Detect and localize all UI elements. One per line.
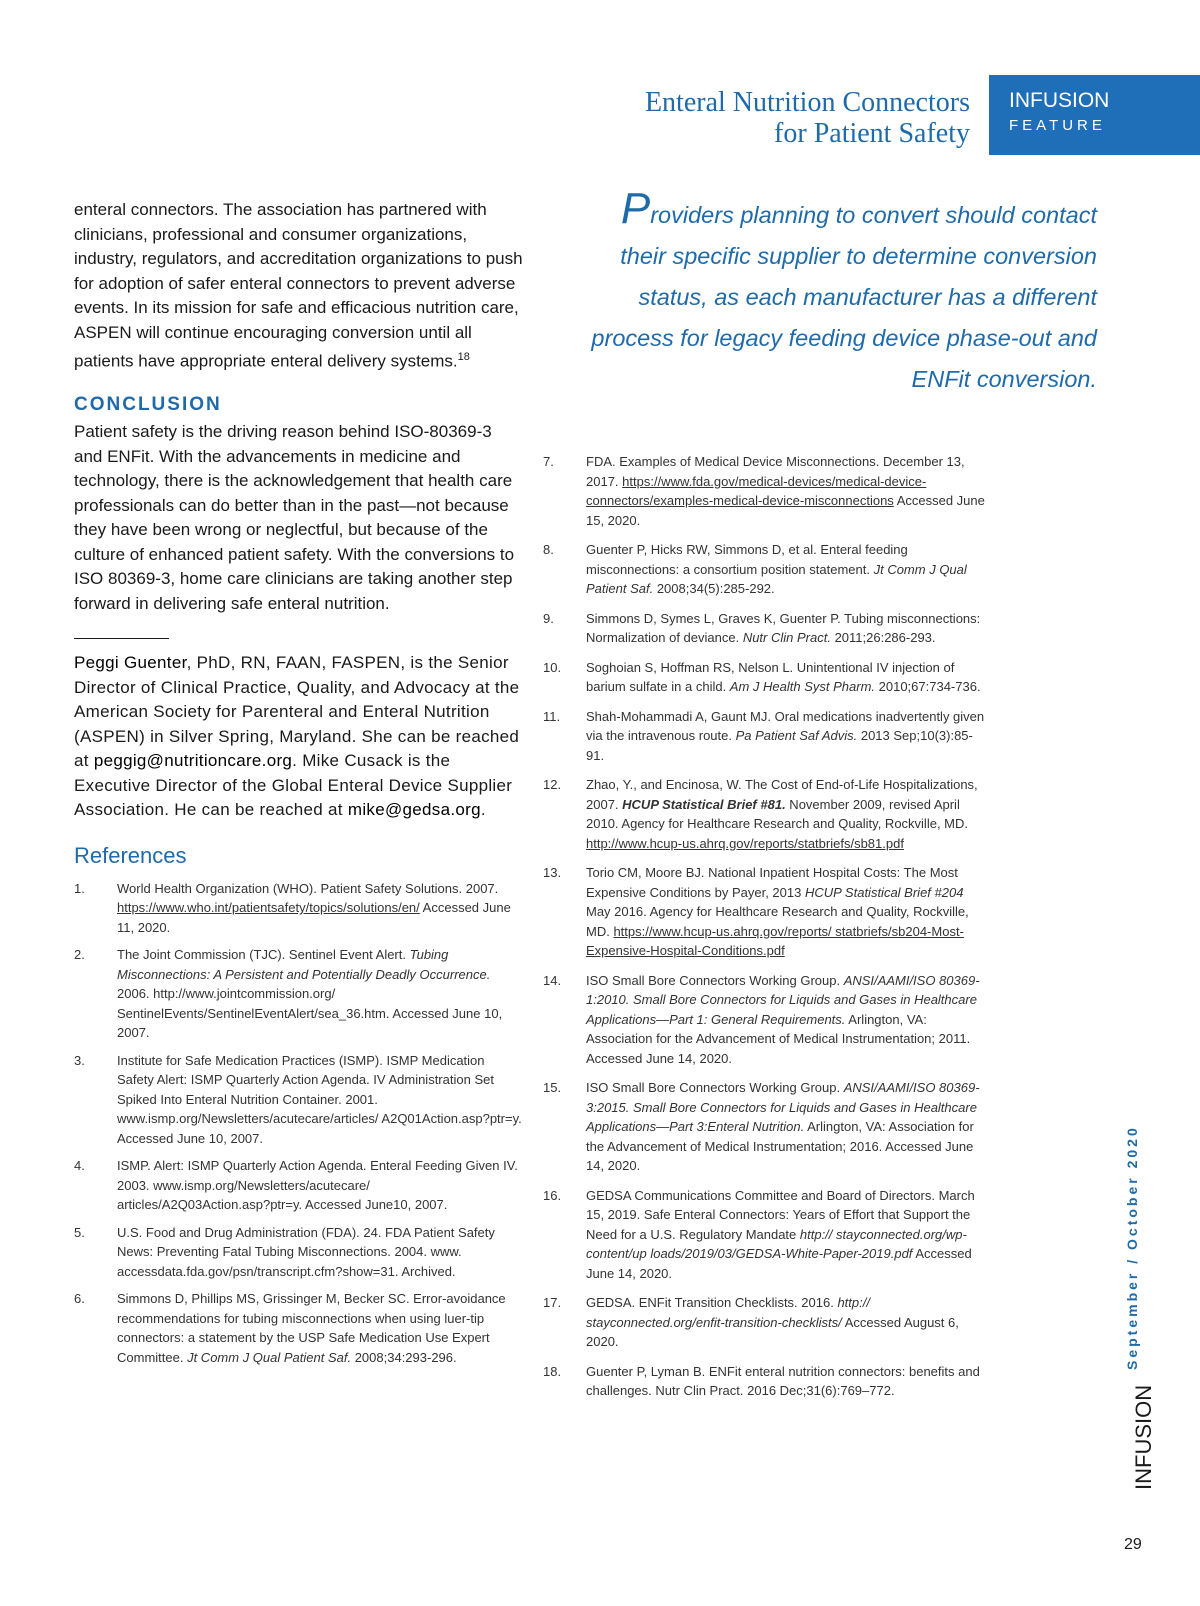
ref-text: 2006. http://www.jointcommission.org/ SentinelEvents/SentinelEventAlert/sea_36.htm. Accessed June 10, 2007. bbox=[117, 986, 503, 1041]
author-bio-text1: , PhD, RN, FAAN, FASPEN, is the Senior Director of Clinical Practice, Quality, and Advocacy at the American Society for Parenteral and Enteral Nutrition (ASPEN) in Silver Spring, Maryland. She can be reached at bbox=[74, 653, 520, 771]
references-heading: References bbox=[74, 842, 187, 868]
ref-italic: Am J Health Syst Pharm. bbox=[729, 679, 876, 694]
reference-item-1 bbox=[74, 879, 524, 938]
reference-item-3 bbox=[74, 1051, 524, 1149]
reference-item-11 bbox=[543, 707, 988, 766]
ref-text: Simmons D, Symes L, Graves K, Guenter P. Tubing misconnections: Normalization of deviance. bbox=[586, 610, 981, 645]
author-email-1[interactable]: peggig@nutritioncare.org bbox=[93, 751, 293, 771]
reference-item-16 bbox=[543, 1186, 988, 1284]
ref-text: Institute for Safe Medication Practices (ISMP). ISMP Medication Safety Alert: ISMP Quarterly Action Agenda. IV Administration Set Spiked Into Enteral Nutrition Container. 2001. www.ismp.org/Newsletters/acutecare/articles/ A2Q01Action.asp?ptr=y. Accessed June 10, 2007. bbox=[117, 1052, 522, 1146]
reference-item-9 bbox=[543, 609, 988, 648]
ref-number: 6. bbox=[74, 1291, 85, 1307]
ref-italic: Jt Comm J Qual Patient Saf. bbox=[586, 561, 967, 596]
author-bio bbox=[74, 651, 524, 823]
drop-cap: P bbox=[620, 184, 651, 233]
reference-item-15 bbox=[543, 1078, 988, 1176]
ref-link[interactable]: https://www.fda.gov/medical-devices/medical-device-connectors/examples-medical-device-misconnections bbox=[586, 473, 927, 508]
ref-text: Torio CM, Moore BJ. National Inpatient Hospital Costs: The Most Expensive Conditions by Payer, 2013 bbox=[586, 865, 958, 900]
brand-logo: INFUSION bbox=[1009, 89, 1110, 112]
ref-text: U.S. Food and Drug Administration (FDA). 24. FDA Patient Safety News: Preventing Fatal Tubing Misconnections. 2004. www. accessdata.fda.gov/psn/transcript.cfm?show=31. Archived. bbox=[117, 1224, 495, 1279]
brand-badge bbox=[989, 75, 1200, 155]
ref-text: 2008;34(5):285-292. bbox=[653, 581, 775, 596]
ref-number: 1. bbox=[74, 880, 85, 896]
ref-italic: Tubing Misconnections: A Persistent and Potentially Deadly Occurrence. bbox=[117, 947, 491, 982]
reference-item-12 bbox=[543, 775, 988, 853]
pull-quote-text: roviders planning to convert should contact their specific supplier to determine conversion status, as each manufacturer has a different process for legacy feeding device phase-out and ENFit conversion. bbox=[591, 202, 1097, 392]
ref-italic: ANSI/AAMI/ISO 80369-3:2015. Small Bore Connectors for Liquids and Gases in Healthcare Applications—Part 3:Enteral Nutrition. bbox=[586, 1080, 980, 1134]
ref-italic: HCUP Statistical Brief #204 bbox=[804, 884, 964, 900]
ref-text: 2011;26:286-293. bbox=[830, 630, 936, 645]
reference-item-8 bbox=[543, 540, 988, 599]
article-title bbox=[490, 87, 970, 149]
ref-text: 2010;67:734-736. bbox=[875, 679, 981, 694]
ref-number: 2. bbox=[74, 947, 85, 963]
ref-italic: Nutr Clin Pract. bbox=[742, 630, 831, 645]
side-brand-logo: INFUSION bbox=[1131, 1384, 1156, 1490]
ref-text: 2013 Sep;10(3):85-91. bbox=[586, 728, 973, 763]
ref-text: 2008;34:293-296. bbox=[351, 1349, 457, 1365]
reference-item-2 bbox=[74, 945, 524, 1043]
ref-text: May 2016. Agency for Healthcare Research and Quality, Rockville, MD. bbox=[586, 904, 969, 939]
conclusion-heading: CONCLUSION bbox=[74, 394, 222, 416]
article-title-line2: for Patient Safety bbox=[774, 118, 970, 149]
ref-text: Guenter P, Hicks RW, Simmons D, et al. Enteral feeding misconnections: a consortium position statement. bbox=[586, 542, 908, 577]
author-name: Peggi Guenter bbox=[74, 653, 187, 673]
ref-italic: http:// stayconnected.org/wp-content/up loads/2019/03/GEDSA-White-Paper-2019.pdf bbox=[586, 1226, 967, 1261]
ref-text: Simmons D, Phillips MS, Grissinger M, Becker SC. Error-avoidance recommendations for tubing misconnections when using luer-tip connectors: a statement by the USP Safe Medication Use Expert Committee. bbox=[117, 1291, 506, 1365]
ref-text: ISO Small Bore Connectors Working Group. bbox=[586, 972, 844, 988]
ref-text: November 2009, revised April 2010. Agency for Healthcare Research and Quality, Rockville, MD. bbox=[586, 796, 968, 831]
reference-item-7 bbox=[543, 452, 988, 530]
ref-link[interactable]: https://www.who.int/patientsafety/topics/solutions/en/ bbox=[117, 900, 420, 916]
reference-item-18 bbox=[543, 1362, 988, 1401]
ref-bold-italic: HCUP Statistical Brief #81. bbox=[622, 796, 786, 812]
ref-number: 9. bbox=[543, 610, 554, 626]
reference-item-10 bbox=[543, 658, 988, 697]
ref-number: 4. bbox=[74, 1158, 85, 1174]
reference-item-4 bbox=[74, 1156, 524, 1215]
article-title-line1: Enteral Nutrition Connectors bbox=[644, 87, 970, 118]
ref-italic: Pa Patient Saf Advis. bbox=[735, 728, 858, 743]
divider-rule bbox=[74, 638, 169, 639]
ref-number: 10. bbox=[543, 659, 562, 675]
ref-link[interactable]: https://www.hcup-us.ahrq.gov/reports/ statbriefs/sb204-Most-Expensive-Hospital-Conditions.pdf bbox=[586, 923, 964, 958]
conclusion-paragraph: Patient safety is the driving reason behind ISO-80369-3 and ENFit. With the advancements in medicine and technology, there is the acknowledgement that health care professionals can do better than in the past—not because they have been wrong or neglectful, but because of the culture of enhanced patient safety. With the conversions to ISO 80369-3, home care clinicians are taking another step forward in delivering safe enteral nutrition. bbox=[74, 422, 515, 613]
issue-date: September / October 2020 bbox=[1124, 1125, 1140, 1370]
ref-italic: http:// stayconnected.org/enfit-transition-checklists/ bbox=[586, 1295, 870, 1330]
ref-text: Arlington, VA: Association for the Advancement of Medical Instrumentation; 2016. Accessed June 14, 2020. bbox=[586, 1119, 974, 1173]
ref-text: GEDSA Communications Committee and Board of Directors. March 15, 2019. Safe Enteral Connectors: Years of Effort that Support the Need for a U.S. Regulatory Mandate bbox=[586, 1187, 975, 1242]
author-email-2[interactable]: mike@gedsa.org bbox=[347, 800, 481, 820]
ref-number: 13. bbox=[543, 865, 562, 880]
ref-text: The Joint Commission (TJC). Sentinel Event Alert. bbox=[117, 947, 410, 963]
ref-number: 16. bbox=[543, 1187, 562, 1203]
ref-text: Accessed June 15, 2020. bbox=[586, 493, 985, 528]
ref-text: ISO Small Bore Connectors Working Group. bbox=[586, 1080, 844, 1095]
ref-link[interactable]: http://www.hcup-us.ahrq.gov/reports/statbriefs/sb81.pdf bbox=[586, 835, 904, 851]
ref-text: Accessed June 11, 2020. bbox=[117, 900, 511, 935]
ref-italic: Jt Comm J Qual Patient Saf. bbox=[187, 1349, 352, 1365]
ref-number: 11. bbox=[543, 708, 561, 724]
citation-superscript: 18 bbox=[457, 351, 470, 363]
author-bio-text2: . Mike Cusack is the Executive Director of the Global Enteral Device Supplier Association. He can be reached at bbox=[74, 751, 513, 820]
ref-text: ISMP. Alert: ISMP Quarterly Action Agenda. Enteral Feeding Given IV. 2003. www.ismp.org/Newsletters/acutecare/ articles/A2Q03Action.asp?ptr=y. Accessed June10, 2007. bbox=[117, 1158, 518, 1213]
ref-italic: ANSI/AAMI/ISO 80369-1:2010. Small Bore Connectors for Liquids and Gases in Healthcare Applications—Part 1: General Requirements. bbox=[586, 972, 980, 1027]
ref-number: 3. bbox=[74, 1052, 85, 1068]
ref-number: 17. bbox=[543, 1295, 562, 1310]
right-column bbox=[543, 452, 988, 1411]
intro-text: enteral connectors. The association has partnered with clinicians, professional and consumer organizations, industry, regulators, and accreditation organizations to push for adoption of safer enteral connectors to prevent adverse events. In its mission for safe and efficacious nutrition care, ASPEN will continue encouraging conversion until all patients have appropriate enteral delivery systems. bbox=[74, 200, 523, 371]
reference-item-13 bbox=[543, 863, 988, 961]
ref-number: 15. bbox=[543, 1080, 562, 1095]
ref-text: GEDSA. ENFit Transition Checklists. 2016. bbox=[586, 1295, 838, 1310]
ref-text: Zhao, Y., and Encinosa, W. The Cost of End-of-Life Hospitalizations, 2007. bbox=[586, 777, 978, 812]
ref-number: 7. bbox=[543, 454, 554, 469]
ref-number: 18. bbox=[543, 1363, 562, 1379]
ref-text: Shah-Mohammadi A, Gaunt MJ. Oral medications inadvertently given via the intravenous route. bbox=[586, 708, 985, 743]
ref-text: Soghoian S, Hoffman RS, Nelson L. Unintentional IV injection of barium sulfate in a child. bbox=[586, 659, 955, 694]
intro-paragraph bbox=[74, 198, 524, 374]
ref-number: 14. bbox=[543, 972, 562, 988]
ref-text: Accessed June 14, 2020. bbox=[586, 1246, 972, 1281]
reference-item-5 bbox=[74, 1223, 524, 1282]
section-label: FEATURE bbox=[1009, 117, 1106, 134]
reference-item-14 bbox=[543, 971, 988, 1069]
ref-number: 5. bbox=[74, 1224, 85, 1240]
ref-number: 8. bbox=[543, 542, 554, 557]
page-number: 29 bbox=[1124, 1536, 1142, 1553]
ref-text: Accessed August 6, 2020. bbox=[586, 1314, 959, 1349]
ref-text: Guenter P, Lyman B. ENFit enteral nutrition connectors: benefits and challenges. Nutr Clin Pract. 2016 Dec;31(6):769–772. bbox=[586, 1363, 980, 1398]
ref-text: FDA. Examples of Medical Device Misconnections. December 13, 2017. bbox=[586, 454, 965, 489]
pull-quote bbox=[590, 184, 1097, 400]
ref-text: World Health Organization (WHO). Patient Safety Solutions. 2007. bbox=[117, 880, 499, 896]
ref-number: 12. bbox=[543, 777, 562, 792]
reference-item-6 bbox=[74, 1289, 524, 1367]
author-bio-text3: . bbox=[480, 800, 486, 820]
reference-item-17 bbox=[543, 1293, 988, 1352]
left-column bbox=[74, 198, 524, 1375]
ref-text: Arlington, VA: Association for the Advancement of Medical Instrumentation; 2011. Accessed June 14, 2020. bbox=[586, 1011, 971, 1066]
